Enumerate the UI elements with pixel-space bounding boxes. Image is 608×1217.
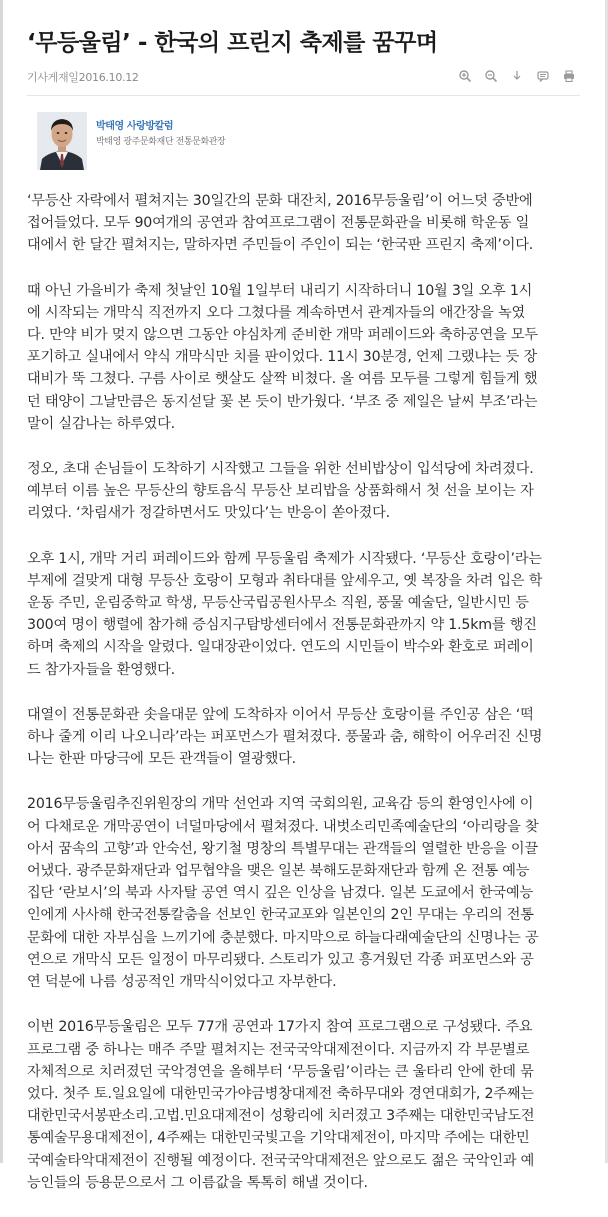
paragraph-line: 오후 1시, 개막 거리 퍼레이드와 함께 무등울림 축제가 시작됐다. ‘무등산 호랑이’라는	[27, 550, 542, 567]
zoom-in-icon	[458, 69, 472, 83]
paragraph-line: ‘무등산 자락에서 펼쳐지는 30일간의 문화 대잔치, 2016무등울림’이 어느덧 중반에	[27, 193, 533, 209]
paragraph-line: 이번 2016무등울림은 모두 77개 공연과 17가지 참여 프로그램으로 구성됐다. 주요	[27, 1019, 533, 1036]
paragraph-line: 국예술타악대제전이 진행될 예정이다. 전국국악대제전은 앞으로도 젊은 국악인과 예	[27, 1152, 535, 1169]
author-column-link[interactable]: 박태영 사랑방칼럼	[96, 121, 174, 132]
comment-button[interactable]	[531, 66, 555, 86]
article-title: ‘무등울림’ - 한국의 프린지 축제를 꿈꾸며	[27, 30, 438, 56]
paragraph-line: 정오, 초대 손님들이 도착하기 시작했고 그들을 위한 선비밥상이 입석당에 차려졌다.	[27, 461, 534, 478]
paragraph-line: 어 다채로운 개막공연이 너덜마당에서 펼쳐졌다. 내벗소리민족예술단의 ‘아리랑을 찾	[27, 818, 539, 835]
paragraph-line: 접어들었다. 모두 90여개의 공연과 참여프로그램이 전통문화관을 비롯해 학운동 일	[27, 215, 530, 232]
paragraph-line: 문화에 대한 자부심을 느끼기에 충분했다. 마지막으로 하늘다래예술단의 신명나는 공	[27, 929, 539, 946]
paragraph-line: 나는 한판 마당극에 모든 관객들이 열광했다.	[27, 751, 296, 768]
paragraph-line: 예부터 이름 높은 무등산의 향토음식 무등산 보리밥을 상품화해서 첫 선을 보이는 자	[27, 483, 534, 500]
paragraph-line: 대열이 전통문화관 솟을대문 앞에 도착하자 이어서 무등산 호랑이를 주인공 삼은 ‘떡	[27, 706, 534, 723]
paragraph-line: 리였다. ‘차림새가 정갈하면서도 맛있다’는 반응이 쏟아졌다.	[27, 505, 390, 522]
paragraph-line: 연 덕분에 나름 성공적인 개막식이었다고 자부한다.	[27, 974, 337, 991]
paragraph-line: 프로그램 중 하나는 매주 주말 펼쳐지는 전국국악대제전이다. 지금까지 각 부문별로	[27, 1041, 530, 1058]
paragraph-line: 대한민국서봉판소리.고법.민요대제전이 성황리에 치러졌고 3주째는 대한민국남도전	[27, 1108, 535, 1125]
article-date: 기사게재일2016.10.12	[27, 71, 139, 84]
header-divider	[27, 95, 580, 96]
article-paragraph	[27, 793, 577, 993]
article-paragraph	[27, 1016, 577, 1194]
paragraph-line: 다. 만약 비가 멎지 않으면 그동안 야심차게 준비한 개막 퍼레이드와 축하공연을 모두	[27, 327, 538, 344]
paragraph-line: 집단 ‘란보시’의 북과 사자탈 공연 역시 깊은 인상을 남겼다. 일본 도쿄에서 한국예능	[27, 885, 534, 902]
page-frame-left	[0, 0, 3, 1163]
print-button[interactable]	[557, 66, 581, 86]
paragraph-line: 포기하고 실내에서 약식 개막식만 치를 판이었다. 11시 30분경, 언제 그랬냐는 듯 장	[27, 349, 537, 366]
paragraph-line: 어냈다. 광주문화재단과 업무협약을 맺은 일본 북해도문화재단과 함께 온 전통 예능	[27, 863, 530, 880]
paragraph-line: 인에게 사사해 한국전통칼춤을 선보인 한국교포와 일본인의 2인 무대는 우리의 전통	[27, 907, 534, 924]
paragraph-line: 2016무등울림추진위원장의 개막 선언과 지역 국회의원, 교육감 등의 환영인사에 이	[27, 796, 534, 813]
paragraph-line: 통예술무용대제전이, 4주째는 대한민국빛고을 기악대제전이, 마지막 주에는 대한민	[27, 1130, 530, 1147]
article-body	[27, 190, 577, 1217]
zoom-in-button[interactable]	[453, 66, 477, 86]
paragraph-line: 말이 실감나는 하루였다.	[27, 415, 175, 432]
author-block	[37, 112, 537, 172]
paragraph-line: 부제에 걸맞게 대형 무등산 호랑이 모형과 취타대를 앞세우고, 옛 복장을 차려 입은 학	[27, 572, 543, 589]
download-icon	[511, 69, 523, 83]
paragraph-line: 에 시작되는 개막식 직전까지 오다 그쳤다를 계속하면서 관계자들의 애간장을 녹였	[27, 304, 525, 321]
print-icon	[562, 69, 576, 83]
paragraph-line: 연으로 개막식 모든 일정이 마무리됐다. 스토리가 있고 흥겨웠던 각종 퍼포먼스와 공	[27, 951, 534, 968]
article-paragraph	[27, 704, 577, 771]
paragraph-line: 때 아닌 가을비가 축제 첫날인 10월 1일부터 내리기 시작하더니 10월 3일 오후 1시	[27, 282, 533, 299]
comment-icon	[536, 69, 550, 83]
zoom-out-icon	[484, 69, 498, 83]
article-paragraph	[27, 458, 577, 525]
paragraph-line: 었다. 첫주 토.일요일에 대한민국가야금병창대제전 축하무대와 경연대회가, 2주째는	[27, 1085, 534, 1102]
paragraph-line: 운동 주민, 운림중학교 학생, 무등산국립공원사무소 직원, 풍물 예술단, 일반시민 등	[27, 595, 529, 612]
article-paragraph	[27, 548, 577, 681]
paragraph-line: 대에서 한 달간 펼쳐지는, 말하자면 주민들이 주인이 되는 ‘한국판 프린지 축제’이다.	[27, 237, 534, 254]
paragraph-line: 능인들의 등용문으로서 그 이름값을 톡톡히 해낼 것이다.	[27, 1174, 368, 1191]
paragraph-line: 던 태양이 그날만큼은 동지섣달 꽃 본 듯이 반가웠다. ‘부조 중 제일은 날씨 부조’라는	[27, 393, 538, 410]
author-avatar	[37, 112, 87, 170]
zoom-out-button[interactable]	[479, 66, 503, 86]
author-role: 박태영 광주문화재단 전통문화관장	[96, 137, 226, 147]
article-toolbar	[451, 66, 581, 86]
paragraph-line: 아서 꿈속의 고향’과 안숙선, 왕기철 명창의 특별무대는 관객들의 열렬한 반응을 이끌	[27, 840, 538, 857]
paragraph-line: 자체적으로 치러졌던 국악경연을 올해부터 ‘무등울림’이라는 큰 울타리 안에 한데 묶	[27, 1063, 534, 1080]
paragraph-line: 하나 줄게 이리 나오니라’라는 퍼포먼스가 펼쳐졌다. 풍물과 춤, 해학이 어우러진 신명	[27, 729, 543, 746]
article-paragraph	[27, 280, 577, 435]
paragraph-line: 300여 명이 행렬에 참가해 증심지구탐방센터에서 전통문화관까지 약 1.5km를 행진	[27, 617, 537, 634]
paragraph-line: 하며 축제의 시작을 알렸다. 일대장관이었다. 연도의 시민들이 박수와 환호로 퍼레이	[27, 639, 534, 656]
article-paragraph	[27, 190, 577, 257]
paragraph-line: 드 참가자들을 환영했다.	[27, 661, 175, 678]
paragraph-line: 대비가 뚝 그쳤다. 구름 사이로 햇살도 살짝 비쳤다. 올 여름 모두를 그렇게 힘들게 했	[27, 371, 538, 388]
download-button[interactable]	[505, 66, 529, 86]
